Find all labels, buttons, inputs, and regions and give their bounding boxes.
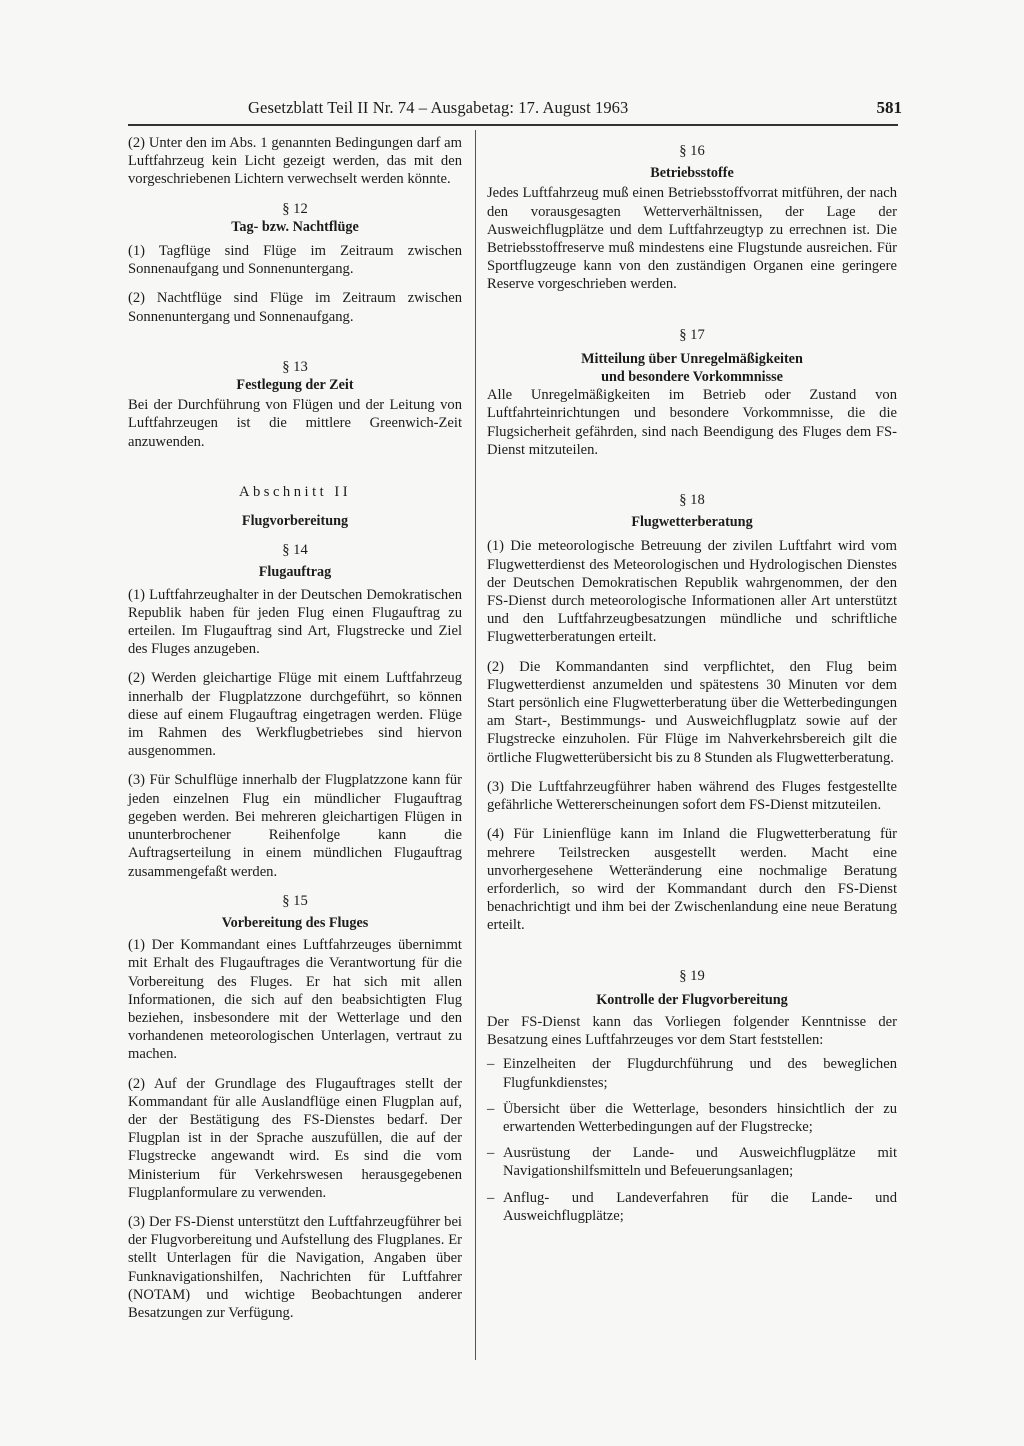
list-item: – Übersicht über die Wetterlage, besonders hinsichtlich der zu erwartenden Wetterbedingungen auf der Flugstrecke; xyxy=(487,1100,897,1136)
section-19-list xyxy=(487,1055,897,1225)
section-13-title: Festlegung der Zeit xyxy=(236,377,354,394)
section-18-para-3: (3) Die Luftfahrzeugführer haben während des Fluges festgestellte gefährliche Wettererscheinungen sofort dem FS-Dienst mitzuteilen. xyxy=(487,778,897,814)
right-column xyxy=(487,134,897,1233)
section-15-para-1: (1) Der Kommandant eines Luftfahrzeuges übernimmt mit Erhalt des Flugauftrages die Verantwortung für die Vorbereitung des Fluges. Er hat sich mit allen Informationen, die sich auf den beabsichtigten Flug beziehen, insbesondere mit der Wetterlage und den vorhandenen meteorologischen Unterlagen, vertraut zu machen. xyxy=(128,937,462,1063)
list-item: – Ausrüstung der Lande- und Ausweichflugplätze mit Navigationshilfsmitteln und Befeuerungsanlagen; xyxy=(487,1144,897,1180)
section-13-para-1: Bei der Durchführung von Flügen und der Leitung von Luftfahrzeugen ist die mittlere Greenwich-Zeit anzuwenden. xyxy=(128,397,462,450)
section-15-number: § 15 xyxy=(282,892,308,909)
section-17-title-line-2: und besondere Vorkommnisse xyxy=(601,369,783,386)
paragraph-continued: (2) Unter den im Abs. 1 genannten Bedingungen darf am Luftfahrzeug kein Licht gezeigt werden, das mit den vorgeschriebenen Lichtern verwechselt werden könnte. xyxy=(128,135,462,188)
section-17-number: § 17 xyxy=(679,326,705,343)
section-19-title: Kontrolle der Flugvorbereitung xyxy=(596,991,788,1008)
section-18-title: Flugwetterberatung xyxy=(631,514,753,531)
section-15-title: Vorbereitung des Fluges xyxy=(221,914,369,931)
section-18-para-2: (2) Die Kommandanten sind verpflichtet, den Flug beim Flugwetterdienst anzumelden und spätestens 30 Minuten vor dem Start persönlich eine Flugwetterberatung über die Wetterbedingungen am Start-, Bestimmungs- und Ausweichflugplatz sowie auf der Flugstrecke einzuholen. Für Flüge im Nahverkehrsbereich gilt die örtliche Flugwetterübersicht bis zu 8 Stunden als Flugwetterberatung. xyxy=(487,658,897,766)
section-14-para-3: (3) Für Schulflüge innerhalb der Flugplatzzone kann für jeden einzelnen Flug ein mündlicher Flugauftrag gegeben werden. Bei mehreren gleichartigen Flügen in ununterbrochener Reihenfolge kann die Auftragserteilung in einem mündlichen Flugauftrag zusammengefaßt werden. xyxy=(128,772,462,880)
section-12-para-2: (2) Nachtflüge sind Flüge im Zeitraum zwischen Sonnenuntergang und Sonnenaufgang. xyxy=(128,290,462,325)
section-16-para-1: Jedes Luftfahrzeug muß einen Betriebsstoffvorrat mitführen, der nach den vorausgesagten Wetterverhältnissen, der Lage der Ausweichflugplätze und dem Luftfahrzeugtyp zu errechnen ist. Die Betriebsstoffreserve muß mindestens eine Flugstunde ausreichen. Für Sportflugzeuge kann von den zuständigen Organen eine geringere Reserve vorgeschrieben werden. xyxy=(487,185,897,293)
page-number: 581 xyxy=(876,98,902,117)
abschnitt-heading: Abschnitt II xyxy=(238,483,352,500)
section-17-title-line-1: Mitteilung über Unregelmäßigkeiten xyxy=(581,350,803,367)
section-17-para-1: Alle Unregelmäßigkeiten im Betrieb oder Zustand von Luftfahrteinrichtungen und besondere Vorkommnisse, die die Flugsicherheit gefährden, sind nach Beendigung des Fluges dem FS-Dienst mitzuteilen. xyxy=(487,387,897,458)
section-18-para-1: (1) Die meteorologische Betreuung der zivilen Luftfahrt wird vom Flugwetterdienst des Meteorologischen und Hydrologischen Dienstes der Deutschen Demokratischen Republik wahrgenommen, der den FS-Dienst durch meteorologische Informationen aller Art unterstützt und den Luftfahrzeugbesatzungen mündliche und schriftliche Flugwetterberatungen erteilt. xyxy=(487,538,897,646)
section-19-intro: Der FS-Dienst kann das Vorliegen folgender Kenntnisse der Besatzung eines Luftfahrzeuges vor dem Start feststellen: xyxy=(487,1013,897,1049)
left-column xyxy=(128,134,462,1322)
list-item: – Einzelheiten der Flugdurchführung und des beweglichen Flugfunkdienstes; xyxy=(487,1055,897,1091)
section-19-number: § 19 xyxy=(679,967,705,984)
section-14-para-1: (1) Luftfahrzeughalter in der Deutschen Demokratischen Republik haben für jeden Flug einen Flugauftrag zu erteilen. Im Flugauftrag sind Art, Flugstrecke und Ziel des Fluges anzugeben. xyxy=(128,586,462,658)
column-divider xyxy=(475,130,476,1360)
section-12-para-1: (1) Tagflüge sind Flüge im Zeitraum zwischen Sonnenaufgang und Sonnenuntergang. xyxy=(128,243,462,278)
section-14-title: Flugauftrag xyxy=(258,564,332,581)
section-16-number: § 16 xyxy=(679,143,705,159)
section-12-title: Tag- bzw. Nachtflüge xyxy=(231,218,359,235)
section-15-para-3: (3) Der FS-Dienst unterstützt den Luftfahrzeugführer bei der Flugvorbereitung und Aufstellung des Flugplanes. Er stellt Unterlagen für die Navigation, Angaben über Funknavigationshilfen, Nachrichten für Luftfahrer (NOTAM) und wichtige Beobachtungen anderer Besatzungen zur Verfügung. xyxy=(128,1213,462,1321)
section-14-number: § 14 xyxy=(282,542,308,559)
abschnitt-title: Flugvorbereitung xyxy=(241,513,349,530)
section-14-para-2: (2) Werden gleichartige Flüge mit einem Luftfahrzeug innerhalb der Flugplatzzone durchgeführt, so können diese auf einem Flugauftrag eingetragen werden. Flüge im Rahmen des Werkflugbetriebes sind hiervon ausgenommen. xyxy=(128,670,462,760)
section-12-number: § 12 xyxy=(282,200,308,217)
header-title: Gesetzblatt Teil II Nr. 74 – Ausgabetag: 17. August 1963 xyxy=(248,98,629,117)
list-item: – Anflug- und Landeverfahren für die Lande- und Ausweichflugplätze; xyxy=(487,1189,897,1225)
section-15-para-2: (2) Auf der Grundlage des Flugauftrages stellt der Kommandant für alle Auslandflüge einen Flugplan auf, der der Bestätigung des FS-Dienstes bedarf. Der Flugplan ist in der Sprache auszufüllen, die auf der Flugstrecke angewandt wird. Es sind die vom Ministerium für Verkehrswesen herausgegebenen Flugplanformulare zu verwenden. xyxy=(128,1075,462,1201)
section-18-para-4: (4) Für Linienflüge kann im Inland die Flugwetterberatung für mehrere Teilstrecken ausgestellt werden. Macht eine unvorhergesehene Wetteränderung eine nochmalige Beratung erforderlich, so wird der Kommandant durch den FS-Dienst benachrichtigt und ihm bei der Zwischenlandung eine neue Beratung erteilt. xyxy=(487,826,897,934)
header-rule xyxy=(128,124,898,126)
section-16-title: Betriebsstoffe xyxy=(650,165,734,182)
section-13-number: § 13 xyxy=(282,358,308,375)
page-header xyxy=(218,98,902,124)
section-18-number: § 18 xyxy=(679,492,705,509)
